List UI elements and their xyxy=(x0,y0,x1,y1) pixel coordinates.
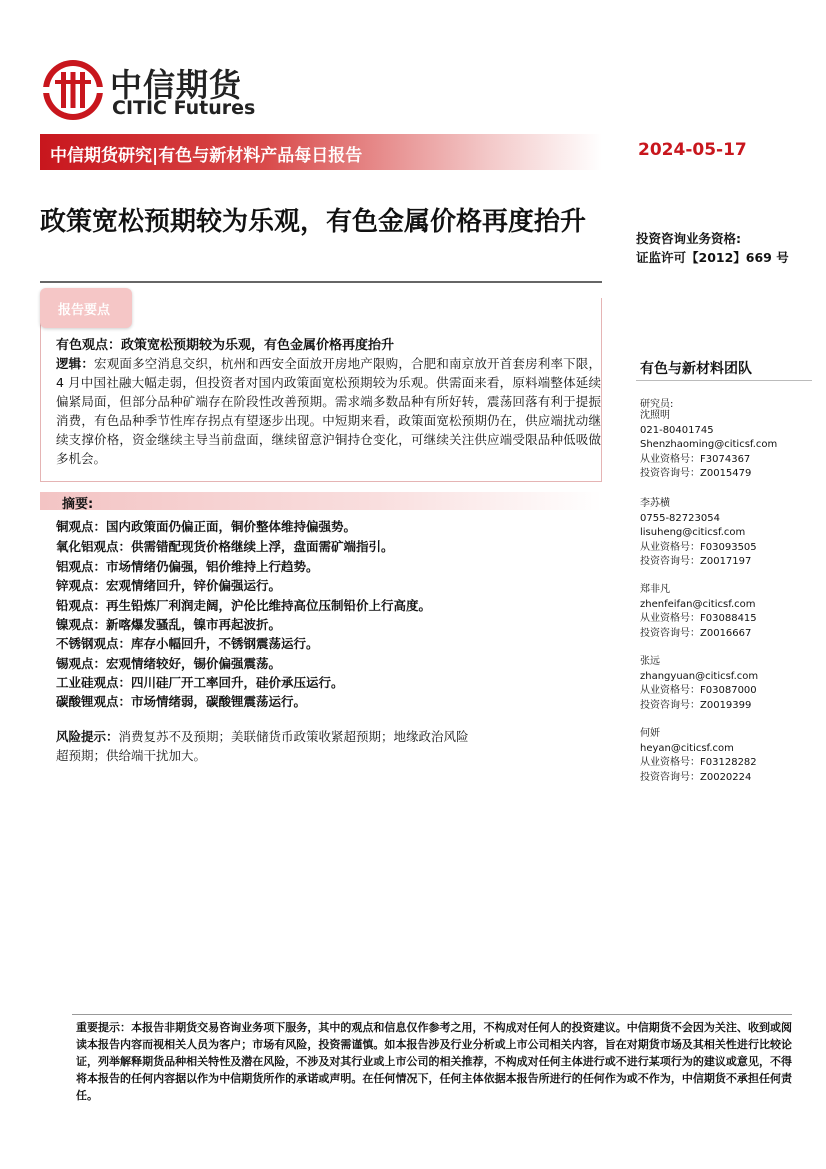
analyst-phone: 0755-82723054 xyxy=(640,512,720,524)
analyst-license: 从业资格号：F03088415 xyxy=(640,613,757,624)
analyst-name: 何妍 xyxy=(640,728,660,739)
list-item: 铅观点：再生铅炼厂利润走阔，沪伦比维持高位压制铅价上行高度。 xyxy=(56,598,432,613)
analyst-license: 从业资格号：F3074367 xyxy=(640,453,751,465)
analyst-license: 从业资格号：F03128282 xyxy=(640,757,757,768)
license-line: 证监许可【2012】669 号 xyxy=(636,250,789,265)
analyst-consult-id: 投资咨询号：Z0017197 xyxy=(640,556,752,567)
report-title: 政策宽松预期较为乐观，有色金属价格再度抬升 xyxy=(40,207,587,237)
summary-label: 摘要: xyxy=(62,497,94,512)
view-headline: 有色观点：政策宽松预期较为乐观，有色金属价格再度抬升 xyxy=(56,338,395,353)
list-item: 铝观点：市场情绪仍偏强，铝价维持上行趋势。 xyxy=(56,559,319,574)
team-title: 有色与新材料团队 xyxy=(640,361,752,377)
risk-text: 超预期；供给端干扰加大。 xyxy=(56,748,207,763)
analyst-email[interactable]: zhenfeifan@citicsf.com xyxy=(640,598,756,610)
analyst-consult-id: 投资咨询号：Z0016667 xyxy=(640,627,752,639)
license-line: 投资咨询业务资格: xyxy=(636,231,741,246)
disclaimer: 重要提示：本报告非期货交易咨询业务项下服务，其中的观点和信息仅作参考之用，不构成对任何人的投资建议。中信期货不会因为关注、收到或阅读本报告内容而视相关人员为客户；市场有风险，投资需谨慎。如本报告涉及行业分析或上市公司相关内容，旨在对期货市场及其相关性进行比较论证，列举解释期货品种相关特性及潜在风险，不涉及对其行业或上市公司的相关推荐，不构成对任何主体进行或不进行某项行为的建议或意见，不得将本报告的任何内容据以作为中信期货所作的承诺或声明。在任何情况下，任何主体依据本报告所进行的任何作为或不作为，中信期货不承担任何责任。 xyxy=(76,1021,792,1102)
analyst-email[interactable]: Shenzhaoming@citicsf.com xyxy=(640,439,778,450)
analyst-name: 李苏横 xyxy=(640,498,670,509)
analyst-card xyxy=(640,409,810,482)
logic-text: 宏观面多空消息交织，杭州和西安全面放开房地产限购，合肥和南京放开首套房利率下限，4 月中国社融大幅走弱，但投资者对国内政策面宽松预期较为乐观。供需面来看，原料端整体延续偏紧局面，但部分品种矿端存在阶段性改善预期。需求端多数品种有所好转，震荡回落有利于提振消费，有色品种季节性库存拐点有望逐步出现。中短期来看，政策面宽松预期仍在，供应端扰动继续支撑价格，资金继续主导当前盘面，继续留意沪铜持仓变化，可继续关注供应端受限品种低吸做多机会。 xyxy=(56,356,601,466)
logic-label: 逻辑： xyxy=(56,356,95,371)
analyst-email[interactable]: lisuheng@citicsf.com xyxy=(640,527,746,538)
analyst-name: 郑非凡 xyxy=(640,584,670,595)
list-item: 不锈钢观点：库存小幅回升，不锈钢震荡运行。 xyxy=(56,636,319,651)
analyst-email[interactable]: zhangyuan@citicsf.com xyxy=(640,670,759,682)
analyst-phone: 021-80401745 xyxy=(640,424,714,436)
analyst-card xyxy=(640,497,810,570)
analyst-card xyxy=(640,655,810,713)
title-divider xyxy=(40,281,602,283)
analyst-license: 从业资格号：F03087000 xyxy=(640,685,757,696)
report-banner xyxy=(40,134,602,170)
company-logo xyxy=(40,58,270,122)
logo-text-cn: 中信期货 xyxy=(110,66,243,104)
analyst-license: 从业资格号：F03093505 xyxy=(640,541,757,553)
list-item: 氧化铝观点：供需错配现货价格继续上浮，盘面需矿端指引。 xyxy=(56,539,394,554)
team-divider xyxy=(636,380,812,381)
logic-paragraph xyxy=(56,354,601,468)
key-points-tab-label: 报告要点 xyxy=(58,303,111,318)
analyst-name: 沈照明 xyxy=(640,410,670,421)
citic-logo-icon xyxy=(40,58,106,122)
researcher-label: 研究员: xyxy=(640,399,674,410)
analyst-consult-id: 投资咨询号：Z0019399 xyxy=(640,699,752,711)
list-item: 碳酸锂观点：市场情绪弱，碳酸锂震荡运行。 xyxy=(56,694,307,709)
list-item: 铜观点：国内政策面仍偏正面，铜价整体维持偏强势。 xyxy=(56,519,357,534)
disclaimer-divider xyxy=(72,1014,792,1015)
license-info xyxy=(636,229,789,267)
risk-text: 消费复苏不及预期；美联储货币政策收紧超预期；地缘政治风险 xyxy=(118,729,469,744)
key-points-tab xyxy=(40,288,132,328)
analyst-consult-id: 投资咨询号：Z0020224 xyxy=(640,771,752,783)
analyst-name: 张远 xyxy=(640,656,660,667)
risk-warning xyxy=(56,727,546,765)
analyst-email[interactable]: heyan@citicsf.com xyxy=(640,742,734,754)
analyst-card xyxy=(640,583,810,641)
list-item: 工业硅观点：四川硅厂开工率回升，硅价承压运行。 xyxy=(56,675,344,690)
report-date: 2024-05-17 xyxy=(638,140,747,160)
list-item: 锌观点：宏观情绪回升，锌价偏强运行。 xyxy=(56,578,282,593)
list-item: 锡观点：宏观情绪较好，锡价偏强震荡。 xyxy=(56,656,282,671)
summary-bar xyxy=(40,492,602,510)
banner-title: 中信期货研究|有色与新材料产品每日报告 xyxy=(50,146,363,166)
analyst-consult-id: 投资咨询号：Z0015479 xyxy=(640,468,752,479)
logo-text-en: CITIC Futures xyxy=(112,97,256,119)
risk-label: 风险提示： xyxy=(56,729,119,744)
list-item: 镍观点：新喀爆发骚乱，镍市再起波折。 xyxy=(56,617,282,632)
analyst-card xyxy=(640,727,810,785)
